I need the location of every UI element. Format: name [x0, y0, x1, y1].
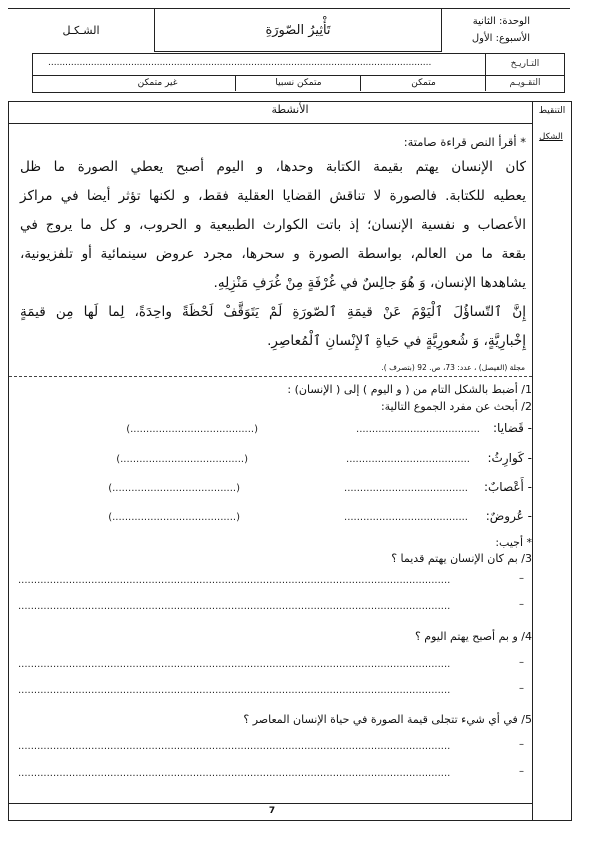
plural-word-2: - كَوارِثُ: — [487, 451, 532, 465]
unit-cell — [442, 9, 571, 52]
passage-line: يعطيه للكتابة. فالصورة لا تناقش القضايا العقلية فقط، و لكنها تؤثر أيضا في مراكز — [20, 188, 526, 204]
check-heading: التنقيط — [538, 106, 566, 116]
passage — [20, 153, 526, 356]
answer-line-q5-2[interactable]: ........................................................................................................................................ — [18, 768, 451, 779]
eval-option-mastered: متمكن — [360, 75, 486, 91]
reading-instruction: * أقرأ النص قراءة صامتة: — [403, 135, 526, 149]
passage-line: يشاهدها الإنسان، وَ هُوَ جالِسٌ في غُرْفَةٍ مِنْ غُرَفِ مَنْزِلِهِ. — [213, 275, 526, 291]
section-separator — [9, 376, 532, 377]
answer-instruction: * أجيب: — [495, 536, 532, 549]
plural-answer-2a[interactable]: ....................................... — [346, 454, 470, 465]
plural-word-3: - أَعْصابٌ: — [483, 480, 532, 494]
question-3: 3/ بم كان الإنسان يهتم قديما ؟ — [391, 552, 532, 565]
unit-label: الوحدة: الثانية — [472, 16, 530, 28]
dash: – — [519, 683, 524, 694]
eval-option-partial: متمكن نسبيا — [235, 75, 361, 91]
answer-line-q5-1[interactable]: ........................................................................................................................................ — [18, 741, 451, 752]
answer-line-q3-2[interactable]: ........................................................................................................................................ — [18, 601, 451, 612]
passage-line: بقعة ما من العالم، بواسطة الصورة و سحرها، مجرد عروض سينمائية أو تلفزيونية، — [20, 246, 526, 262]
plural-answer-3b[interactable]: (.......................................) — [108, 483, 240, 494]
passage-line: إِنَّ ٱلتّساؤُلَ ٱلْيَوْمَ عَنْ قيمَةِ ٱلصّورَةِ لَمْ يَتَوَقَّفْ لَحْظَةً واحِدَةً، لِما لَها مِن قيمَةٍ — [20, 304, 526, 320]
page-number: 7 — [268, 806, 276, 816]
question-4: 4/ و بم أصبح يهتم اليوم ؟ — [414, 630, 532, 643]
passage-line: كان الإنسان يهتم بقيمة الكتابة وحدها، و اليوم أصبح يعطي الصورة ما ظل — [20, 159, 526, 175]
dash: – — [519, 739, 524, 750]
form-small-label: الشكل — [539, 132, 563, 142]
answer-line-q4-1[interactable]: ........................................................................................................................................ — [18, 659, 451, 670]
form-cell — [8, 9, 155, 52]
plural-answer-2b[interactable]: (.......................................) — [116, 454, 248, 465]
title-cell — [155, 9, 442, 52]
eval-option-not-mastered: غير متمكن — [137, 78, 178, 88]
plural-answer-3a[interactable]: ....................................... — [344, 483, 468, 494]
footer-line — [8, 803, 532, 804]
form-label: الشـكـل — [62, 23, 100, 37]
answer-line-q3-1[interactable]: ........................................................................................................................................ — [18, 575, 451, 586]
plural-answer-1a[interactable]: ....................................... — [356, 424, 480, 435]
eval-label: التقـويـم — [485, 75, 564, 91]
question-1: 1/ أضبط بالشكل التام من ( و اليوم ) إلى ( الإنسان) : — [287, 383, 532, 396]
dash: – — [519, 766, 524, 777]
plural-word-4: - عُروضٌ: — [485, 509, 532, 523]
plural-word-1: - قَضايا: — [493, 421, 532, 435]
plural-answer-4a[interactable]: ....................................... — [344, 512, 468, 523]
header-table — [8, 8, 570, 52]
plural-answer-4b[interactable]: (.......................................) — [108, 512, 240, 523]
dash: – — [519, 657, 524, 668]
date-label: التـاريـخ — [485, 53, 564, 75]
question-5: 5/ في أي شيء تتجلى قيمة الصورة في حياة الإنسان المعاصر ؟ — [243, 713, 532, 726]
passage-line: إِخْبارِيَّةٍ، وَ شُعورِيَّةٍ في حَياةِ ٱلإِنْسانِ ٱلْمُعاصِرِ. — [267, 333, 526, 349]
date-dots: ...................................................................................................................................... — [48, 58, 432, 68]
dash: – — [519, 573, 524, 584]
passage-line: الأعصاب و نفسية الإنسان؛ إذ باتت الكوارث الطبيعية و الحروب، و كل ما يروج في — [20, 217, 526, 233]
lesson-title: تَأْثِيرُ الصّورَةِ — [265, 22, 331, 38]
plural-answer-1b[interactable]: (.......................................) — [126, 424, 258, 435]
question-2: 2/ أبحث عن مفرد الجموع التالية: — [380, 400, 532, 413]
passage-source: مجلة (الفيصل) ، عدد: 73، ص. 92 (بتصرف ). — [381, 363, 525, 372]
activities-heading: الأنشطة — [271, 103, 309, 116]
check-column-divider — [532, 101, 533, 820]
week-label: الأسبوع: الأول — [471, 33, 530, 45]
answer-line-q4-2[interactable]: ........................................................................................................................................ — [18, 685, 451, 696]
dash: – — [519, 599, 524, 610]
